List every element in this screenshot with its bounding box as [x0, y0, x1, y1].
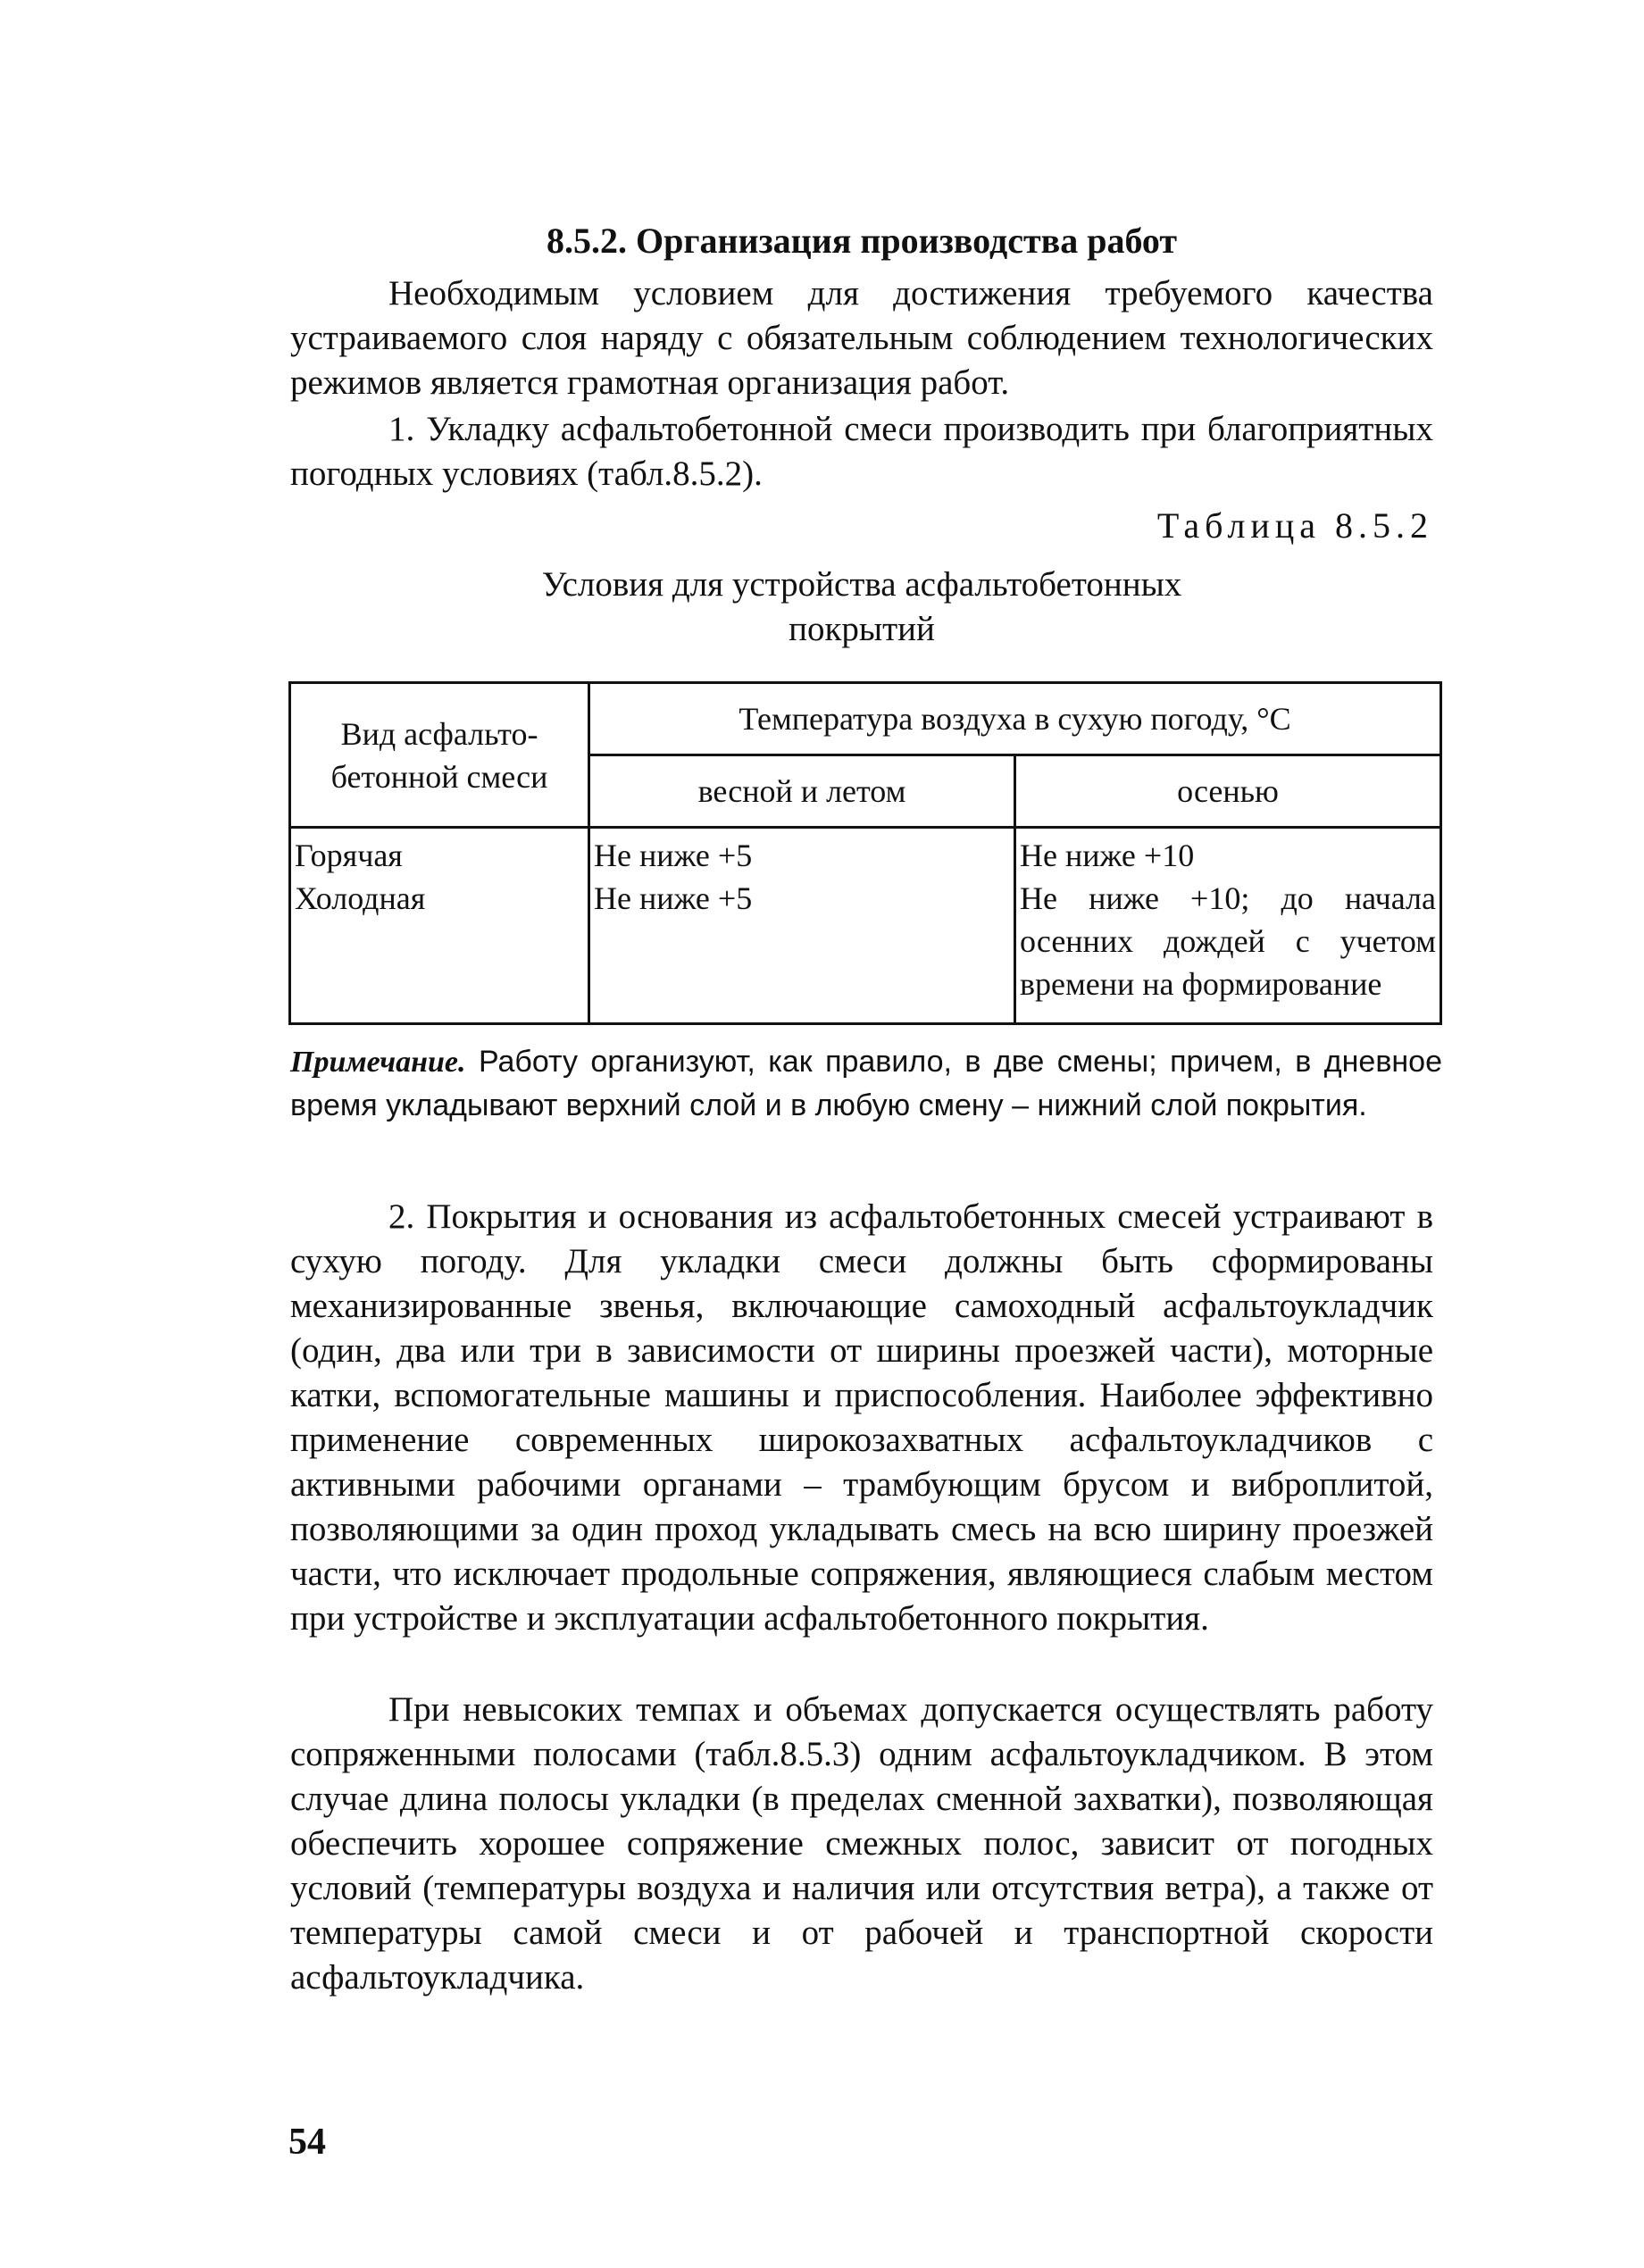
list-item-2: 2. Покрытия и основания из асфальтобетонных смесей устраивают в сухую погоду. Для укладки смеси должны быть сформированы механизированные звенья, включающие самоходный асфальтоукладчик (один, два или три в зависимости от ширины проезжей части), моторные катки, вспомогательные машины и приспособления. Наиболее эффективно применение современных широкозахватных асфальтоукладчиков с активными рабочими органами – трамбующим брусом и виброплитой, позволяющими за один проход укладывать смесь на всю ширину проезжей части, что исключает продольные сопряжения, являющиеся слабым местом при устройстве и эксплуатации асфальтобетонного покрытия.	[290, 1197, 1433, 1638]
header-autumn: осенью	[1015, 755, 1441, 828]
table-title-line-1: Условия для устройства асфальтобетонных	[541, 565, 1182, 604]
intro-paragraph: Необходимым условием для достижения требуемого качества устраиваемого слоя наряду с обязательным соблюдением технологических режимов является грамотная организация работ.	[290, 274, 1433, 402]
note-label: Примечание.	[290, 1046, 466, 1079]
cell-mix-kinds	[290, 828, 589, 1024]
list-item-1: 1. Укладку асфальтобетонной смеси производить при благоприятных погодных условиях (табл.8.5.2).	[290, 410, 1433, 493]
header-spring-summer: весной и летом	[589, 755, 1015, 828]
table-note	[290, 1040, 1442, 1127]
section-heading: 8.5.2. Организация производства работ	[546, 221, 1178, 261]
header-air-temperature: Температура воздуха в сухую погоду, °С	[589, 683, 1441, 755]
autumn-cold: Не ниже +10; до начала осенних дождей с учетом времени на формирование	[1020, 880, 1436, 1002]
autumn-hot: Не ниже +10	[1020, 838, 1195, 873]
table-title	[290, 563, 1433, 652]
conditions-table	[288, 681, 1442, 1025]
spring-summer-cold: Не ниже +5	[594, 880, 753, 916]
table-header-row	[290, 683, 1441, 755]
cell-autumn-values	[1015, 828, 1441, 1024]
table-row	[290, 828, 1441, 1024]
mix-kind-hot: Горячая	[295, 838, 403, 873]
note-text: Работу организуют, как правило, в две смены; причем, в дневное время укладывают верхний слой и в любую смену – нижний слой покрытия.	[290, 1045, 1442, 1122]
spring-summer-hot: Не ниже +5	[594, 838, 753, 873]
table-label: Таблица 8.5.2	[1156, 505, 1433, 546]
closing-paragraph: При невысоких темпах и объемах допускается осуществлять работу сопряженными полосами (табл.8.5.3) одним асфальтоукладчиком. В этом случае длина полосы укладки (в пределах сменной захватки), позволяющая обеспечить хорошее сопряжение смежных полос, зависит от погодных условий (температуры воздуха и наличия или отсутствия ветра), а также от температуры самой смеси и от рабочей и транспортной скорости асфальтоукладчика.	[290, 1690, 1433, 1997]
cell-spring-summer-values	[589, 828, 1015, 1024]
header-mix-kind: Вид асфальто-бетонной смеси	[290, 683, 589, 828]
table-title-line-2: покрытий	[789, 610, 935, 648]
mix-kind-cold: Холодная	[295, 880, 426, 916]
page-number: 54	[288, 2122, 326, 2163]
